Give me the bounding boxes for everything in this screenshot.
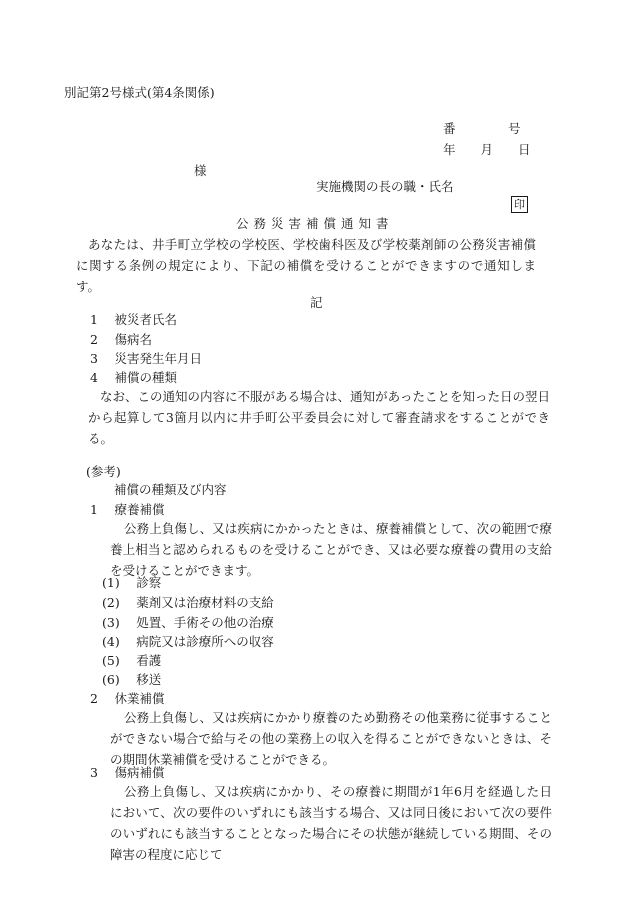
addressee-suffix: 様 [194,163,207,178]
section-number: 2 [90,691,98,706]
section-number: 3 [90,765,98,780]
document-number: 番 号 [443,121,522,136]
field-label: 傷病名 [114,332,152,347]
field-label: 補償の種類 [114,370,177,385]
item-text: 診察 [136,575,162,590]
section-number: 1 [90,502,98,517]
section-heading [90,501,164,520]
item-text: 病院又は診療所への収容 [136,634,274,649]
section-title: 休業補償 [114,691,165,706]
document-title: 公務災害補償通知書 [236,216,394,231]
list-item [102,671,161,690]
list-item [102,574,161,593]
list-item [102,633,274,652]
list-item [102,614,274,633]
field-number: 2 [90,332,98,347]
item-number: (1) [102,575,120,590]
document-date: 年 月 日 [443,142,531,157]
section-heading [90,764,164,783]
field-row [90,350,202,369]
list-item [102,594,274,613]
item-number: (5) [102,653,120,668]
field-number: 1 [90,312,98,327]
section-title: 傷病補償 [114,765,165,780]
sender-title-name: 実施機関の長の職・氏名 [316,179,454,194]
item-text: 処置、手術その他の治療 [136,615,274,630]
field-row [90,369,177,388]
field-label: 災害発生年月日 [114,351,202,366]
item-number: (4) [102,634,120,649]
field-number: 3 [90,351,98,366]
item-text: 看護 [136,653,162,668]
item-number: (2) [102,595,120,610]
intro-paragraph: あなたは、井手町立学校の学校医、学校歯科医及び学校薬剤師の公務災害補償に関する条例の規定により、下記の補償を受けることができますので通知します。 [76,237,536,294]
section-title: 療養補償 [114,502,165,517]
field-row [90,311,177,330]
section-body: 公務上負傷し、又は疾病にかかったときは、療養補償として、次の範囲で療養上相当と認められるものを受けることができ、又は必要な療養の費用の支給を受けることができます。 [110,521,552,578]
section-body: 公務上負傷し、又は疾病にかかり療養のため勤務その他業務に従事することができない場合で給与その他の業務上の収入を得ることができないときは、その期間休業補償を受けることができる。 [110,710,552,767]
item-text: 移送 [136,672,162,687]
list-item [102,652,161,671]
seal-mark: 印 [511,196,528,213]
item-number: (6) [102,672,120,687]
field-label: 被災者氏名 [114,312,177,327]
field-number: 4 [90,370,98,385]
form-label: 別記第2号様式(第4条関係) [64,85,215,100]
item-number: (3) [102,615,120,630]
reference-heading: (参考) [86,464,121,479]
reference-subheading: 補償の種類及び内容 [114,482,227,497]
ki-heading: 記 [310,295,323,310]
section-heading [90,690,164,709]
appeal-notice: なお、この通知の内容に不服がある場合は、通知があったことを知った日の翌日から起算して3箇月以内に井手町公平委員会に対して審査請求をすることができる。 [88,389,550,446]
field-row [90,331,152,350]
item-text: 薬剤又は治療材料の支給 [136,595,274,610]
section-body: 公務上負傷し、又は疾病にかかり、その療養に期間が1年6月を経過した日において、次の要件のいずれにも該当する場合、又は同日後において次の要件のいずれにも該当することとなった場合にその状態が継続している期間、その障害の程度に応じて [110,784,552,862]
